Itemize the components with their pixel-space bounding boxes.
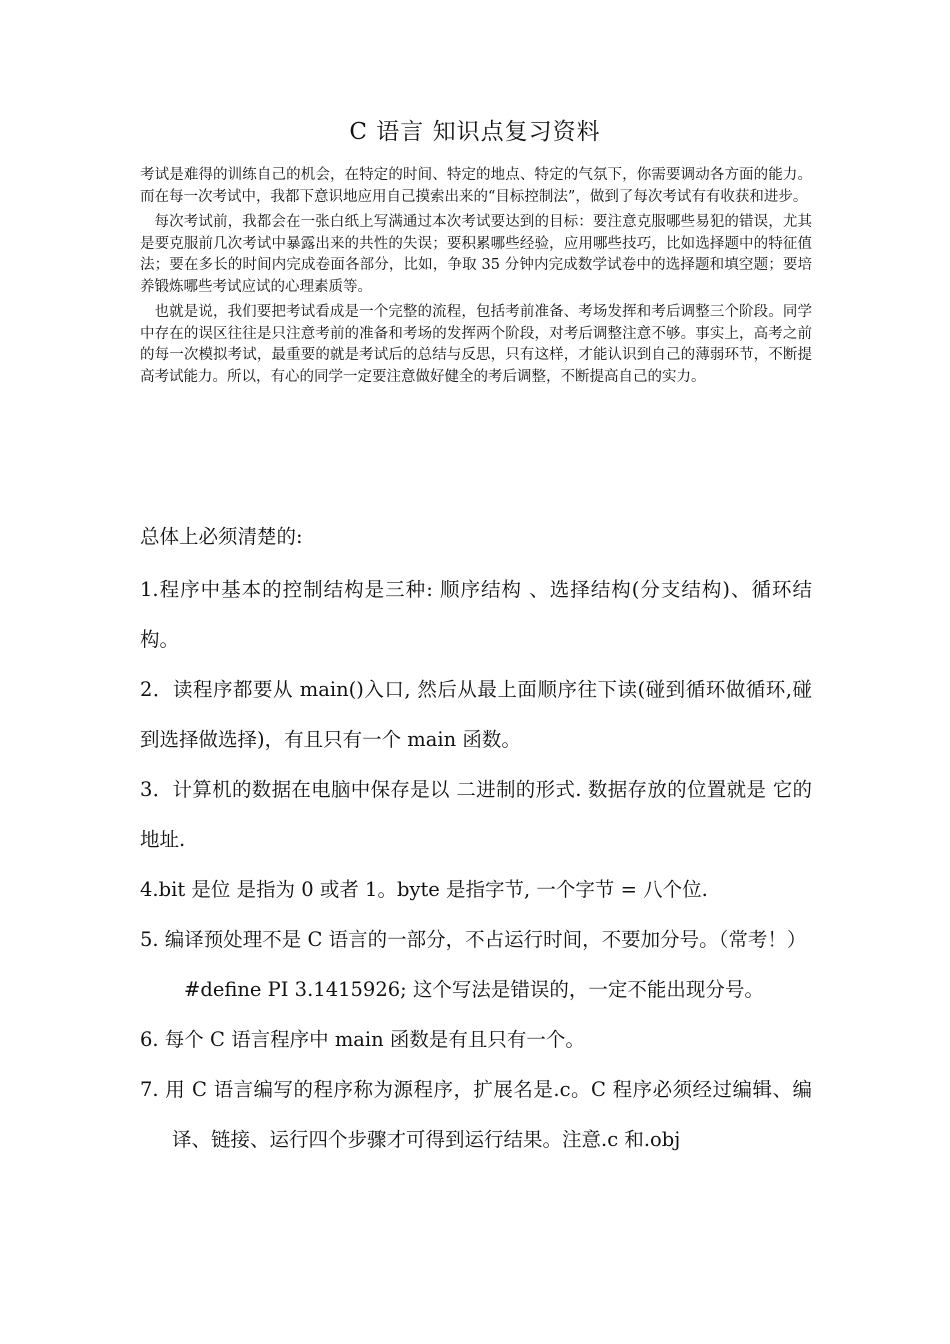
list-item: 6. 每个 C 语言程序中 main 函数是有且只有一个。	[140, 1028, 585, 1051]
intro-section	[140, 165, 812, 392]
code-example: #define PI 3.1415926; 这个写法是错误的，一定不能出现分号。	[184, 978, 764, 1001]
section-heading: 总体上必须清楚的:	[140, 525, 303, 548]
list-item: 5. 编译预处理不是 C 语言的一部分，不占运行时间，不要加分号。（常考！）	[140, 928, 807, 951]
list-item: 2．读程序都要从 main()入口, 然后从最上面顺序往下读(碰到循环做循环,碰到选择做选择)，有且只有一个 main 函数。	[140, 678, 812, 751]
list-item: 3．计算机的数据在电脑中保存是以 二进制的形式. 数据存放的位置就是 它的地址.	[140, 778, 812, 851]
intro-paragraph: 每次考试前，我都会在一张白纸上写满通过本次考试要达到的目标：要注意克服哪些易犯的错误，尤其是要克服前几次考试中暴露出来的共性的失误；要积累哪些经验，应用哪些技巧，比如选择题中的特征值法；要在多长的时间内完成卷面各部分，比如，争取 35 分钟内完成数学试卷中的选择题和填空题；要培养锻炼哪些考试应试的心理素质等。	[140, 214, 812, 295]
intro-paragraph: 考试是难得的训练自己的机会，在特定的时间、特定的地点、特定的气氛下，你需要调动各方面的能力。而在每一次考试中，我都下意识地应用自己摸索出来的“目标控制法”，做到了每次考试有有收获和进步。	[140, 167, 812, 205]
list-item: 4.bit 是位 是指为 0 或者 1。byte 是指字节, 一个字节 = 八个位.	[140, 878, 708, 901]
intro-paragraph: 也就是说，我们要把考试看成是一个完整的流程，包括考前准备、考场发挥和考后调整三个阶段。同学中存在的误区往往是只注意考前的准备和考场的发挥两个阶段，对考后调整注意不够。事实上，高考之前的每一次模拟考试，最重要的就是考试后的总结与反思，只有这样，才能认识到自己的薄弱环节，不断提高考试能力。所以，有心的同学一定要注意做好健全的考后调整，不断提高自己的实力。	[140, 304, 812, 385]
list-item: 7. 用 C 语言编写的程序称为源程序，扩展名是.c。C 程序必须经过编辑、编译、链接、运行四个步骤才可得到运行结果。注意.c 和.obj	[140, 1078, 812, 1151]
list-item: 1.程序中基本的控制结构是三种: 顺序结构 、选择结构(分支结构)、循环结构。	[140, 578, 812, 651]
knowledge-points-list	[140, 565, 812, 1165]
page-title: C 语言 知识点复习资料	[349, 119, 601, 145]
